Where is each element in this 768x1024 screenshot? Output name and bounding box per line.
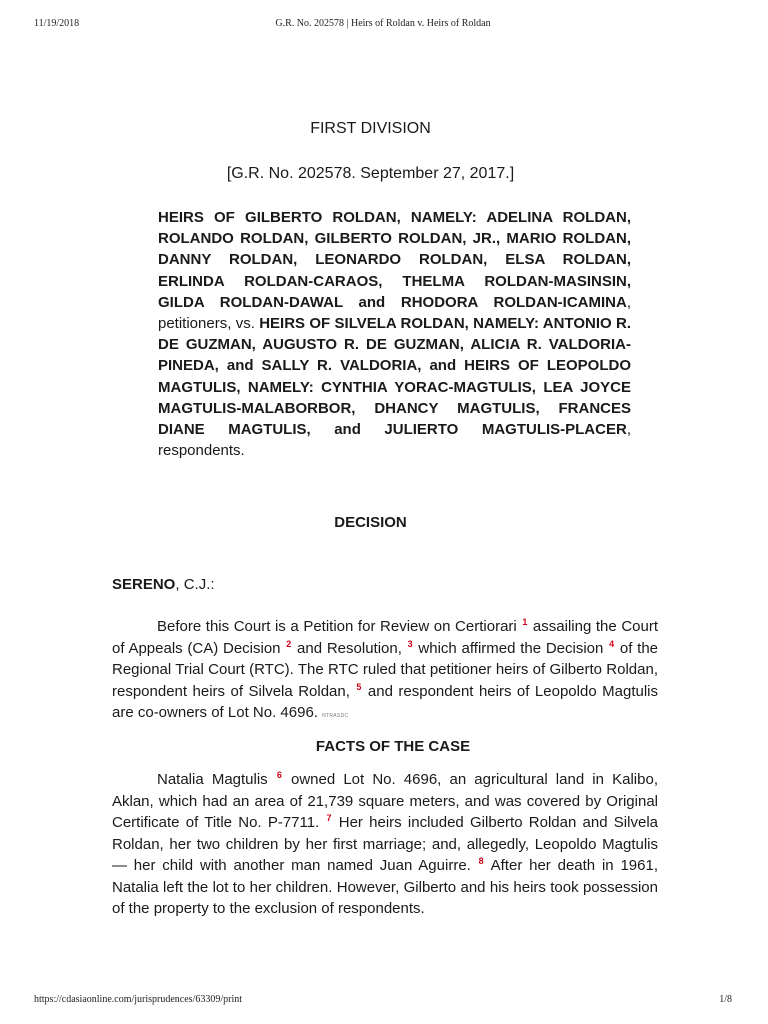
print-url: https://cdasiaonline.com/jurisprudences/63309/print — [34, 994, 243, 1005]
ponente-name: SERENO — [112, 576, 176, 593]
text-span: and Resolution, — [292, 639, 402, 657]
print-doc-title: G.R. No. 202578 | Heirs of Roldan v. Heirs of Roldan — [275, 18, 491, 29]
text-span: assailing the Court of Appeals (CA) Decision — [112, 618, 658, 657]
text-span: After her death in 1961, Natalia left the lot to her children. However, Gilberto and his heirs took possession of the property to the exclusion of respondents. — [112, 857, 658, 917]
footnote-link-6[interactable]: 6 — [276, 770, 282, 780]
footnote-link-2[interactable]: 2 — [286, 638, 292, 649]
petitioners-label: , petitioners, vs. — [158, 293, 631, 333]
footnote-link-3[interactable]: 3 — [407, 638, 413, 649]
text-span: Natalia Magtulis — [157, 771, 268, 788]
respondents-names: HEIRS OF SILVELA ROLDAN, NAMELY: ANTONIO R. DE GUZMAN, AUGUSTO R. DE GUZMAN, ALICIA R. VALDORIA-PINEDA, and SALLY R. VALDORIA, and HEIRS OF LEOPOLDO MAGTULIS, NAMELY: CYNTHIA YORAC-MAGTULIS, LEA JOYCE MAGTULIS-MALABORBOR, DHANCY MAGTULIS, FRANCES DIANE MAGTULIS, and JULIERTO MAGTULIS-PLACER — [158, 315, 631, 439]
case-number: [G.R. No. 202578. September 27, 2017.] — [226, 165, 515, 182]
facts-heading: FACTS OF THE CASE — [315, 738, 471, 755]
print-date: 11/19/2018 — [34, 18, 80, 29]
division-heading: FIRST DIVISION — [310, 120, 431, 137]
footnote-link-7[interactable]: 7 — [326, 813, 332, 823]
footnote-link-4[interactable]: 4 — [609, 638, 615, 649]
text-span: Her heirs included Gilberto Roldan and Silvela Roldan, her two children by her first marriage; and, allegedly, Leopoldo Magtulis — her child with another man named Juan Aguirre. — [112, 814, 658, 874]
text-span: owned Lot No. 4696, an agricultural land in Kalibo, Aklan, which had an area of 21,739 square meters, and was covered by Original Certificate of Title No. P-7711. — [112, 771, 658, 831]
text-span: which affirmed the Decision — [413, 639, 604, 657]
text-span: of the Regional Trial Court (RTC). The RTC ruled that petitioner heirs of Gilberto Roldan, respondent heirs of Silvela Roldan, — [112, 639, 659, 700]
print-footer — [34, 994, 732, 1008]
page-number: 1/8 — [719, 994, 732, 1005]
footnote-link-8[interactable]: 8 — [478, 856, 484, 866]
watermark-mark: NTRASDC — [322, 713, 349, 719]
footnote-link-1[interactable]: 1 — [522, 617, 528, 627]
respondents-label: , respondents. — [158, 421, 631, 460]
case-parties — [158, 207, 631, 461]
text-span: Before this Court is a Petition for Review on Certiorari — [157, 618, 517, 635]
ponente-title: , C.J.: — [175, 576, 215, 593]
print-header — [34, 18, 732, 32]
petitioners-names: HEIRS OF GILBERTO ROLDAN, NAMELY: ADELINA ROLDAN, ROLANDO ROLDAN, GILBERTO ROLDAN, JR., MARIO ROLDAN, DANNY ROLDAN, LEONARDO ROLDAN, ELSA ROLDAN, ERLINDA ROLDAN-CARAOS, THELMA ROLDAN-MASINSIN, GILDA ROLDAN-DAWAL and RHODORA ROLDAN-ICAMINA — [158, 209, 631, 311]
decision-heading: DECISION — [334, 514, 407, 531]
footnote-link-5[interactable]: 5 — [356, 681, 362, 692]
ponente-byline — [112, 576, 215, 593]
text-span: and respondent heirs of Leopoldo Magtulis are co-owners of Lot No. 4696. — [112, 682, 658, 721]
paragraph-intro — [112, 616, 658, 728]
paragraph-facts — [112, 769, 658, 920]
